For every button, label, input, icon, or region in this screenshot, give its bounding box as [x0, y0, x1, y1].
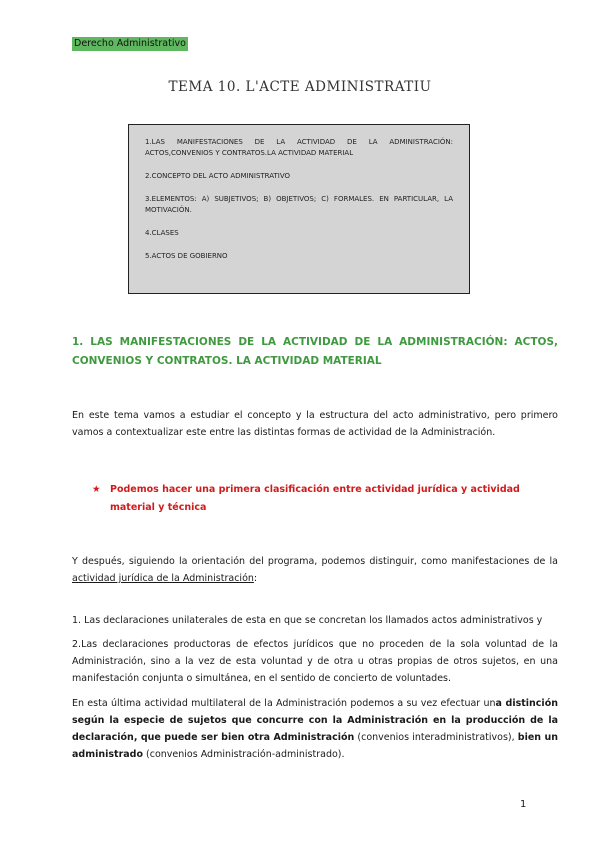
toc-item: 2.CONCEPTO DEL ACTO ADMINISTRATIVO: [145, 172, 291, 180]
highlight-bullet: [92, 481, 558, 517]
toc-item: 1.LAS MANIFESTACIONES DE LA ACTIVIDAD DE LA ADMINISTRACIÓN: ACTOS,CONVENIOS Y CONTRATOS.LA ACTIVIDAD MATERIAL: [145, 138, 453, 157]
paragraph-text: Y después, siguiendo la orientación del programa, podemos distinguir, como manifestaciones de la: [72, 556, 558, 567]
bullet-text: Podemos hacer una primera clasificación entre actividad jurídica y actividad material y técnica: [110, 484, 520, 513]
section-heading: 1. LAS MANIFESTACIONES DE LA ACTIVIDAD DE LA ADMINISTRACIÓN: ACTOS, CONVENIOS Y CONTRATOS. LA ACTIVIDAD MATERIAL: [72, 336, 558, 367]
document-header-label: Derecho Administrativo: [74, 38, 186, 49]
paragraph-text: (convenios interadministrativos),: [354, 732, 518, 743]
paragraph-multilateral: [72, 695, 558, 763]
table-of-contents-box: [128, 124, 470, 294]
page-number: 1: [520, 799, 527, 810]
paragraph-text: :: [253, 573, 258, 584]
bold-text: bien un administrado: [72, 732, 558, 760]
toc-item: 5.ACTOS DE GOBIERNO: [145, 252, 228, 260]
paragraph-text: En esta última actividad multilateral de la Administración podemos a su vez efectuar un: [72, 698, 496, 709]
toc-item: 3.ELEMENTOS: A) SUBJETIVOS; B) OBJETIVOS; C) FORMALES. EN PARTICULAR, LA MOTIVACIÓN.: [145, 195, 453, 214]
underlined-text: actividad jurídica de la Administración: [72, 573, 254, 584]
paragraph-juridical-activity: [72, 553, 558, 587]
bold-text: a distinción según la especie de sujetos que concurre con la Administración en la producción de la declaración, que puede ser bien otra Administración: [72, 698, 558, 743]
list-item-1: 1. Las declaraciones unilaterales de esta en que se concretan los llamados actos administrativos y: [72, 615, 543, 626]
toc-item: 4.CLASES: [145, 229, 179, 237]
star-icon: ★: [92, 484, 101, 495]
list-item-2: 2.Las declaraciones productoras de efectos jurídicos que no proceden de la sola voluntad de la Administración, sino a la vez de esta voluntad y de otra u otras propias de otros sujetos, en una manifestación conjunta o simultánea, en el sentido de concierto de voluntades.: [72, 639, 558, 684]
intro-paragraph: En este tema vamos a estudiar el concepto y la estructura del acto administrativo, pero primero vamos a contextualizar este entre las distintas formas de actividad de la Administración.: [72, 410, 558, 438]
page-title: TEMA 10. L'ACTE ADMINISTRATIU: [168, 79, 432, 95]
paragraph-text: (convenios Administración-administrado).: [143, 749, 345, 760]
